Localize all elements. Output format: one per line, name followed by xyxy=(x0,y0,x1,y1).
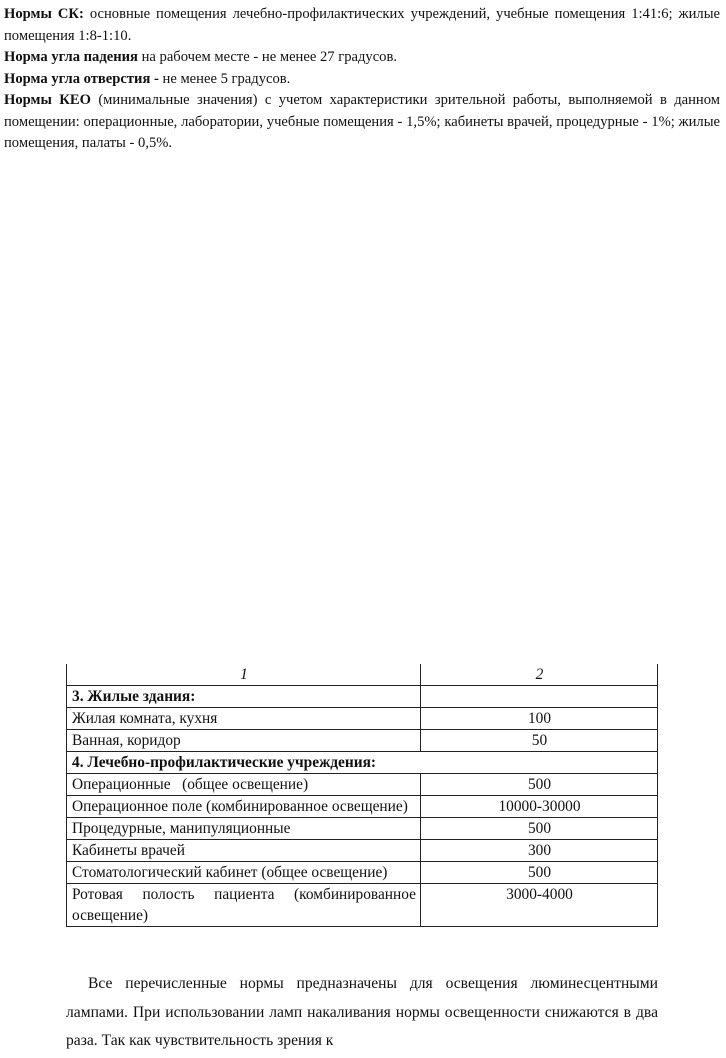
norm-sk-label: Нормы СК: xyxy=(4,6,84,22)
norm-keo xyxy=(4,90,720,155)
table-row xyxy=(67,818,658,840)
section-empty-cell xyxy=(421,686,658,708)
table-row xyxy=(67,708,658,730)
column-header-2: 2 xyxy=(421,664,658,686)
room-name: Операционные (общее освещение) xyxy=(67,774,421,796)
room-name: Кабинеты врачей xyxy=(67,840,421,862)
section-row-residential xyxy=(67,686,658,708)
norm-incidence-angle-label: Норма угла падения xyxy=(4,49,138,65)
section-title-residential: 3. Жилые здания: xyxy=(67,686,421,708)
footer-paragraph: Все перечисленные нормы предназначены для освещения люминесцентными лампами. При использовании ламп накаливания нормы освещенности снижаются в два раза. Так как чувствительность зрения к xyxy=(66,975,658,1049)
room-name: Процедурные, манипуляционные xyxy=(67,818,421,840)
room-name: Ротовая полость пациента (комбинированное освещение) xyxy=(67,884,421,927)
illuminance-value: 500 xyxy=(421,774,658,796)
norm-opening-angle-text: не менее 5 градусов. xyxy=(158,70,291,87)
table-header-row xyxy=(67,664,658,686)
table-row xyxy=(67,862,658,884)
norm-sk-text: основные помещения лечебно-профилактических учреждений, учебные помещения 1:41:6; жилые помещения 1:8-1:10. xyxy=(4,6,720,44)
norm-keo-label: Нормы КЕО xyxy=(4,92,91,108)
table-row xyxy=(67,730,658,752)
illuminance-value: 100 xyxy=(421,708,658,730)
illumination-norms-table xyxy=(66,664,658,927)
room-name: Стоматологический кабинет (общее освещение) xyxy=(67,862,421,884)
footer-text-block xyxy=(66,970,658,1056)
room-name: Ванная, коридор xyxy=(67,730,421,752)
norm-opening-angle xyxy=(4,69,720,91)
norm-keo-text: (минимальные значения) с учетом характеристики зрительной работы, выполняемой в данном помещении: операционные, лаборатории, учебные помещения - 1,5%; кабинеты врачей, процедурные - 1%; жилые помещения, палаты - 0,5%. xyxy=(4,92,720,151)
section-title-medical: 4. Лечебно-профилактические учреждения: xyxy=(67,752,658,774)
column-header-1: 1 xyxy=(67,664,421,686)
room-name: Операционное поле (комбинированное освещение) xyxy=(67,796,421,818)
norm-incidence-angle xyxy=(4,47,720,69)
table-row xyxy=(67,774,658,796)
illuminance-value: 500 xyxy=(421,862,658,884)
illuminance-value: 3000-4000 xyxy=(421,884,658,927)
illuminance-value: 10000-30000 xyxy=(421,796,658,818)
room-name: Жилая комната, кухня xyxy=(67,708,421,730)
norm-opening-angle-label: Норма угла отверстия - xyxy=(4,70,159,87)
illuminance-value: 500 xyxy=(421,818,658,840)
norm-sk xyxy=(4,4,720,47)
illuminance-value: 300 xyxy=(421,840,658,862)
norms-text-block xyxy=(4,4,720,155)
table-row xyxy=(67,840,658,862)
section-row-medical xyxy=(67,752,658,774)
table-row xyxy=(67,884,658,927)
norm-incidence-angle-text: на рабочем месте - не менее 27 градусов. xyxy=(137,49,398,65)
table-row xyxy=(67,796,658,818)
illuminance-value: 50 xyxy=(421,730,658,752)
